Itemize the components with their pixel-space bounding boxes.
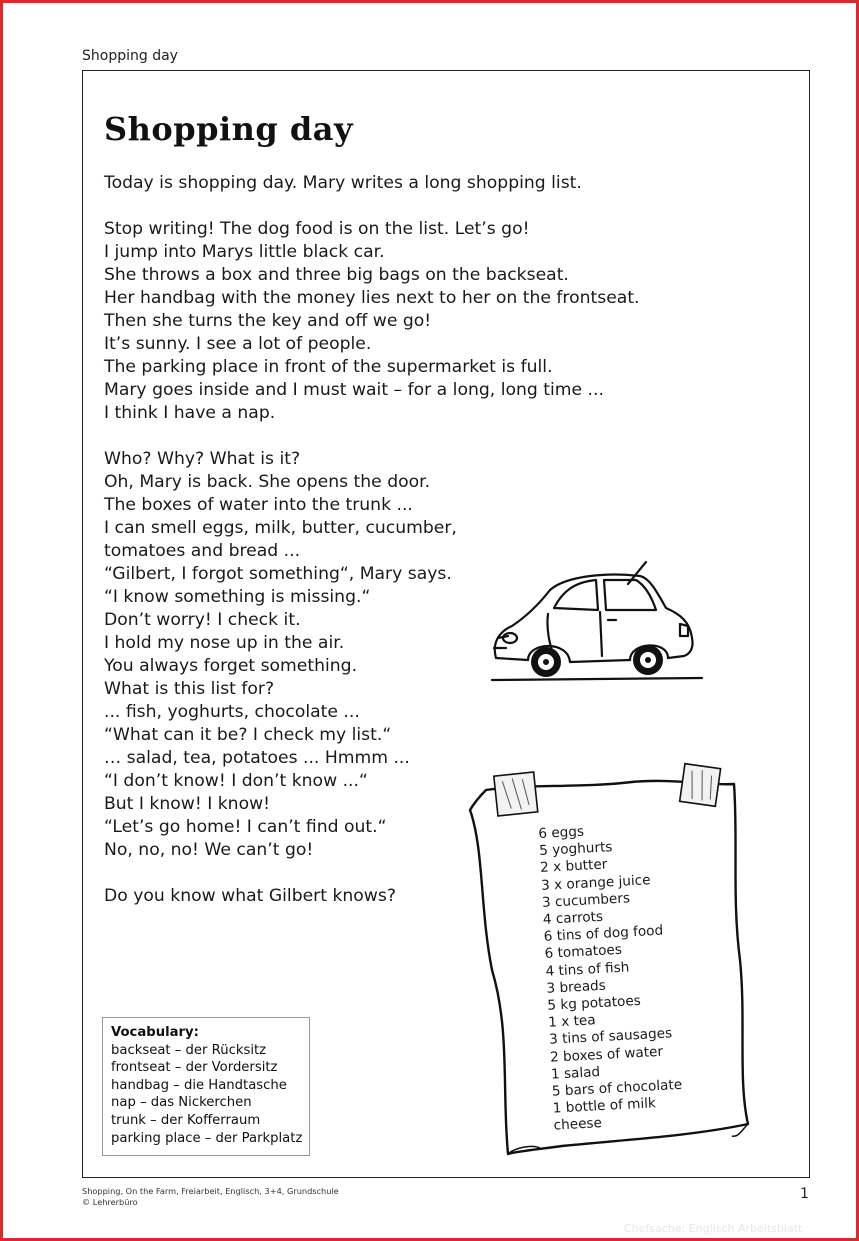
story-line: … salad, tea, potatoes ... Hmmm ...	[104, 748, 410, 768]
story-line: I hold my nose up in the air.	[104, 633, 345, 653]
list-item: 5 bars of chocolate	[551, 1076, 683, 1100]
list-item: 1 bottle of milk	[552, 1095, 657, 1117]
story-line: I can smell eggs, milk, butter, cucumber,	[104, 518, 457, 538]
story-line: You always forget something.	[104, 656, 358, 676]
car-illustration	[488, 556, 708, 688]
list-item: 3 x orange juice	[540, 871, 651, 894]
story-line: tomatoes and bread ...	[104, 541, 301, 561]
story-line: Stop writing! The dog food is on the list. Let’s go!	[104, 219, 530, 239]
story-line: I jump into Marys little black car.	[104, 242, 385, 262]
story-line: “I know something is missing.“	[104, 587, 371, 607]
vocabulary-item: nap – das Nickerchen	[111, 1095, 252, 1111]
story-line: What is this list for?	[104, 679, 275, 699]
header-label: Shopping day	[82, 48, 178, 64]
vocabulary-item: parking place – der Parkplatz	[111, 1130, 303, 1146]
footer-line: Shopping, On the Farm, Freiarbeit, Englisch, 3+4, Grundschule	[82, 1186, 339, 1196]
list-item: 3 breads	[546, 977, 607, 997]
vocabulary-box	[102, 1017, 310, 1156]
paragraph-gap	[104, 195, 664, 218]
page-title: Shopping day	[104, 110, 354, 148]
list-item: 6 tomatoes	[544, 942, 623, 963]
shopping-list	[538, 816, 744, 1135]
story-line: Mary goes inside and I must wait – for a long, long time ...	[104, 380, 604, 400]
story-line: Today is shopping day. Mary writes a long shopping list.	[104, 173, 582, 193]
list-item: 6 tins of dog food	[543, 922, 664, 946]
list-item: 2 x butter	[539, 856, 608, 877]
story-line: “Gilbert, I forgot something“, Mary says.	[104, 564, 452, 584]
story-line: The boxes of water into the trunk ...	[104, 495, 413, 515]
list-item: 1 x tea	[547, 1012, 597, 1031]
footer-line: © Lehrerbüro	[82, 1196, 138, 1207]
story-line: The parking place in front of the supermarket is full.	[104, 357, 553, 377]
list-item: 5 kg potatoes	[547, 992, 642, 1014]
vocabulary-item: frontseat – der Vordersitz	[111, 1060, 278, 1076]
list-item: 3 tins of sausages	[548, 1025, 673, 1049]
list-item: cheese	[553, 1115, 603, 1135]
vocabulary-title: Vocabulary:	[111, 1025, 199, 1040]
story-line: ... fish, yoghurts, chocolate ...	[104, 702, 360, 722]
footer-credits	[82, 1186, 339, 1207]
story-line: She throws a box and three big bags on the backseat.	[104, 265, 569, 285]
story-line: It’s sunny. I see a lot of people.	[104, 334, 372, 354]
vocabulary-item: handbag – die Handtasche	[111, 1077, 287, 1093]
list-item: 1 salad	[550, 1063, 601, 1083]
list-item: 4 carrots	[542, 908, 604, 928]
story-line: Don’t worry! I check it.	[104, 610, 301, 630]
story-line: Her handbag with the money lies next to her on the frontseat.	[104, 288, 640, 308]
list-item: 2 boxes of water	[549, 1043, 664, 1066]
watermark: Chefsache: Englisch Arbeitsblatt	[624, 1222, 803, 1235]
list-item: 6 eggs	[538, 823, 585, 842]
list-item: 5 yoghurts	[538, 839, 613, 860]
list-item: 3 cucumbers	[541, 890, 631, 911]
story-line: No, no, no! We can’t go!	[104, 840, 314, 860]
list-item: 4 tins of fish	[545, 959, 630, 980]
story-line: “What can it be? I check my list.“	[104, 725, 392, 745]
story-line: Then she turns the key and off we go!	[104, 311, 432, 331]
story-line: But I know! I know!	[104, 794, 271, 814]
story-line: I think I have a nap.	[104, 403, 276, 423]
story-line: Who? Why? What is it?	[104, 449, 301, 469]
story-line: Oh, Mary is back. She opens the door.	[104, 472, 431, 492]
vocabulary-item: trunk – der Kofferraum	[111, 1112, 261, 1128]
vocabulary-item: backseat – der Rücksitz	[111, 1042, 267, 1058]
story-line: “I don’t know! I don’t know ...“	[104, 771, 368, 791]
page-number: 1	[800, 1186, 809, 1202]
story-line: “Let’s go home! I can’t find out.“	[104, 817, 387, 837]
story-line: Do you know what Gilbert knows?	[104, 886, 396, 906]
paragraph-gap	[104, 425, 664, 448]
